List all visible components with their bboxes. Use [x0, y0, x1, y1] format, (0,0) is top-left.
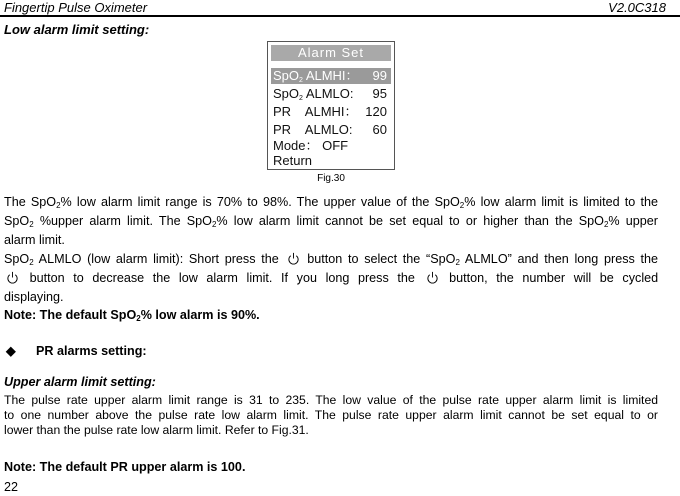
page-number: 22 [4, 480, 19, 494]
upper-alarm-heading: Upper alarm limit setting: [4, 375, 156, 389]
lcd-row: PR ALMHI： 120 [273, 104, 387, 119]
header-title: Fingertip Pulse Oximeter [4, 0, 148, 15]
power-button-icon [426, 271, 439, 284]
note-default-pr: Note: The default PR upper alarm is 100. [4, 460, 246, 474]
note-default-spo2: Note: The default SpO$_2$% low alarm is 90%. [4, 308, 260, 323]
alarm-set-screen [267, 41, 395, 170]
power-button-icon [6, 271, 19, 284]
paragraph-almlo: SpO$_2$ ALMLO (low alarm limit): Short press the button to select the “SpO$_2$ ALMLO” and then long press the button to decrease the low alarm limit. If you long press the button, the number will be cycled displaying. [4, 252, 659, 304]
pr-section-heading: PR alarms setting: [36, 344, 147, 358]
low-alarm-heading: Low alarm limit setting: [4, 22, 150, 37]
lcd-row: Return [273, 153, 313, 168]
header-version: V2.0C318 [608, 0, 666, 15]
alarm-set-title: Alarm Set [271, 45, 391, 61]
pr-section-bullet: ◆ [6, 344, 16, 358]
power-button-icon [287, 252, 300, 265]
paragraph-pr-upper: The pulse rate upper alarm limit range is 31 to 235. The low value of the pulse rate upper alarm limit is limited to one number above the pulse rate low alarm limit. The pulse rate upper alarm limit cannot be set equal to or lower than the pulse rate low alarm limit. Refer to Fig.31. [4, 393, 658, 437]
lcd-row: SpO$_2$ ALMHI： 99 [271, 68, 391, 84]
figure-caption: Fig.30 [317, 173, 345, 184]
paragraph-low-range: The SpO$_2$% low alarm limit range is 70% to 98%. The upper value of the SpO$_2$% low alarm limit is limited to the SpO$_2$ %upper alarm limit. The SpO$_2$% low alarm limit cannot be set equal to or higher than the SpO$_2$% upper alarm limit. [4, 195, 658, 247]
lcd-row: SpO$_2$ ALMLO: 95 [273, 86, 387, 102]
lcd-row: PR ALMLO: 60 [273, 122, 387, 137]
header-rule [0, 15, 680, 17]
lcd-row: Mode： OFF [273, 138, 349, 153]
